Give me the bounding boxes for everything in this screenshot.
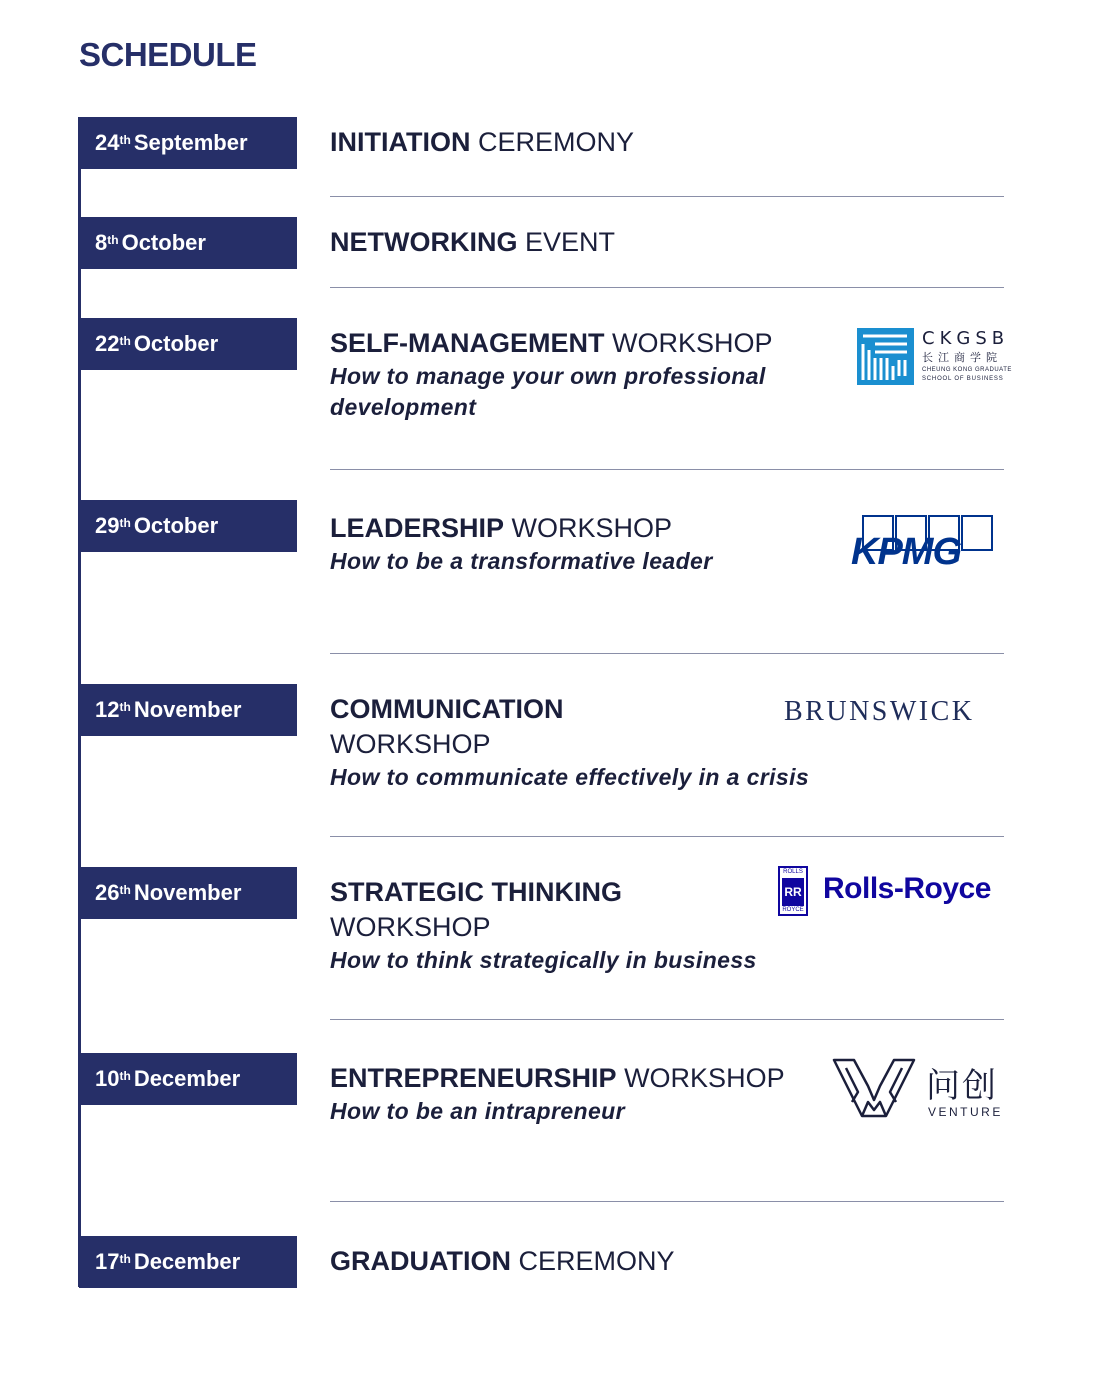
event-title-bold: NETWORKING bbox=[330, 227, 518, 257]
badge-bottom: ROYCE bbox=[782, 907, 804, 913]
date-badge bbox=[79, 684, 297, 736]
event-title-light: WORKSHOP bbox=[511, 513, 673, 543]
date-suffix: th bbox=[107, 233, 119, 247]
venture-chinese: 问创 bbox=[926, 1066, 998, 1106]
date-suffix: th bbox=[119, 1069, 131, 1083]
divider bbox=[330, 1019, 1004, 1020]
event-title bbox=[330, 875, 622, 909]
event-title-light: WORKSHOP bbox=[330, 912, 491, 942]
venture-logo bbox=[832, 1056, 1004, 1120]
brunswick-logo: BRUNSWICK bbox=[784, 696, 975, 727]
event-title bbox=[330, 511, 672, 545]
event-subtitle: How to be a transformative leader bbox=[330, 548, 713, 574]
date-month: October bbox=[133, 331, 219, 356]
event-title-light: EVENT bbox=[525, 227, 616, 257]
date-month: October bbox=[133, 513, 219, 538]
date-badge bbox=[79, 117, 297, 169]
date-suffix: th bbox=[119, 516, 131, 530]
date-day: 10 bbox=[95, 1066, 120, 1091]
date-month: October bbox=[121, 230, 206, 255]
date-suffix: th bbox=[119, 334, 131, 348]
date-day: 24 bbox=[95, 130, 120, 155]
event-title-bold: GRADUATION bbox=[330, 1246, 511, 1276]
event-title bbox=[330, 692, 563, 726]
event-title bbox=[330, 326, 773, 360]
rolls-royce-name: Rolls-Royce bbox=[823, 872, 991, 905]
event-subtitle: How to think strategically in business bbox=[330, 947, 757, 973]
venture-name: VENTURE bbox=[928, 1105, 1003, 1119]
date-month: December bbox=[133, 1066, 241, 1091]
event-title-bold: ENTREPRENEURSHIP bbox=[330, 1063, 617, 1093]
badge-top: ROLLS bbox=[783, 869, 803, 875]
date-month: September bbox=[133, 130, 248, 155]
event-title-light: WORKSHOP bbox=[612, 328, 773, 358]
event-title-line2 bbox=[330, 727, 491, 761]
rolls-royce-logo bbox=[778, 866, 1003, 918]
event-title-bold: COMMUNICATION bbox=[330, 694, 564, 724]
date-day: 22 bbox=[95, 331, 120, 356]
date-day: 12 bbox=[95, 697, 120, 722]
event-title-bold: SELF-MANAGEMENT bbox=[330, 328, 605, 358]
date-suffix: th bbox=[119, 1252, 131, 1266]
date-badge bbox=[79, 217, 297, 269]
ckgsb-line2: SCHOOL OF BUSINESS bbox=[922, 376, 1004, 382]
ckgsb-logo bbox=[857, 328, 1012, 388]
date-badge bbox=[79, 318, 297, 370]
date-month: December bbox=[133, 1249, 241, 1274]
event-subtitle: How to be an intrapreneur bbox=[330, 1098, 625, 1124]
date-day: 26 bbox=[95, 880, 120, 905]
event-title-light: CEREMONY bbox=[478, 127, 635, 157]
event-subtitle: How to communicate effectively in a crisis bbox=[330, 764, 810, 790]
divider bbox=[330, 469, 1004, 470]
divider bbox=[330, 196, 1004, 197]
event-title-line2 bbox=[330, 910, 491, 944]
ckgsb-name: CKGSB bbox=[922, 328, 1010, 349]
date-day: 17 bbox=[95, 1249, 120, 1274]
date-day: 8 bbox=[95, 230, 108, 255]
event-subtitle: development bbox=[330, 394, 477, 420]
ckgsb-emblem-icon bbox=[857, 328, 917, 386]
event-title bbox=[330, 125, 634, 159]
ckgsb-chinese: 长江商学院 bbox=[922, 351, 1002, 364]
date-badge bbox=[79, 500, 297, 552]
date-suffix: th bbox=[119, 883, 131, 897]
date-suffix: th bbox=[119, 700, 131, 714]
date-month: November bbox=[133, 880, 242, 905]
page-title: SCHEDULE bbox=[79, 36, 257, 73]
rolls-royce-badge-icon bbox=[778, 866, 808, 916]
divider bbox=[330, 653, 1004, 654]
date-day: 29 bbox=[95, 513, 120, 538]
event-title bbox=[330, 225, 615, 259]
event-title bbox=[330, 1244, 675, 1278]
event-title-light: WORKSHOP bbox=[624, 1063, 785, 1093]
divider bbox=[330, 1201, 1004, 1202]
event-title bbox=[330, 1061, 785, 1095]
event-title-light: WORKSHOP bbox=[330, 729, 491, 759]
event-title-bold: LEADERSHIP bbox=[330, 513, 505, 543]
date-badge bbox=[79, 867, 297, 919]
ckgsb-line1: CHEUNG KONG GRADUATE bbox=[922, 367, 1012, 373]
event-title-light: CEREMONY bbox=[518, 1246, 675, 1276]
event-title-bold: INITIATION bbox=[330, 127, 471, 157]
date-month: November bbox=[133, 697, 242, 722]
date-badge bbox=[79, 1236, 297, 1288]
divider bbox=[330, 287, 1004, 288]
kpmg-name: KPMG bbox=[851, 531, 961, 573]
date-badge bbox=[79, 1053, 297, 1105]
kpmg-logo bbox=[851, 514, 996, 574]
badge-mid: RR bbox=[782, 878, 804, 906]
date-suffix: th bbox=[119, 133, 131, 147]
divider bbox=[330, 836, 1004, 837]
event-subtitle: How to manage your own professional bbox=[330, 363, 766, 389]
event-title-bold: STRATEGIC THINKING bbox=[330, 877, 622, 907]
venture-v-icon bbox=[832, 1056, 916, 1118]
